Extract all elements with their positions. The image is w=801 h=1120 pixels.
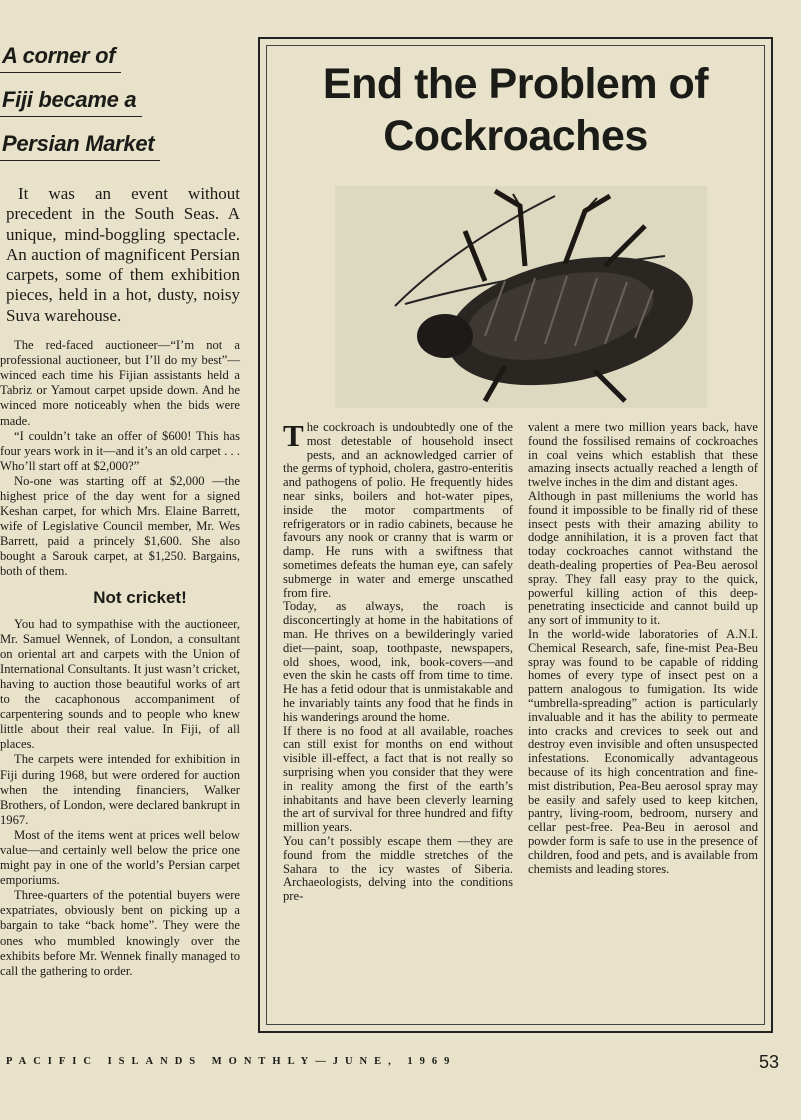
column-paragraph: [283, 418, 513, 600]
column-paragraph: Although in past milleniums the world has found it impossible to be finally rid of these insect pests with their amazing ability to dodge annihilation, it is a proven fact that today cockroaches cannot withstand the death-dealing properties of Pea-Beu aerosol spray. They fall easy pray to the quick, powerful killing action of this deep-penetrating insecticide and cannot build up any sort of immunity to it.: [528, 488, 758, 628]
body-paragraph: “I couldn’t take an offer of $600! This has four years work in it—and it’s an old carpet . . . Who’ll start off at $2,000?”: [0, 428, 240, 473]
column-paragraph: If there is no food at all available, roaches can still exist for months on end without visible ill-effect, a fact that is not really so surprising when you consider that they were in reality among the first of the earth’s inhabitants and have been cleverly learning the art of survival for three hundred and fifty million years.: [283, 723, 513, 835]
box-inner-border: [266, 45, 765, 1025]
column-paragraph: In the world-wide laboratories of A.N.I. Chemical Research, safe, fine-mist Pea-Beu spray was found to be capable of ridding homes of every type of insect pest on a pattern analogous to fumigation. Its wide “umbrella-spreading” action is particularly invaluable and it has the ability to permeate into cracks and crevices to seek out and destroy even invisible and often unsuspected infestations. Economically advantageous because of its high concentration and fine-mist distribution, Pea-Beu aerosol spray may be easily and safely used to keep kitchen, pantry, living-room, bedroom, nursery and cellar pest-free. Pea-Beu in aerosol and powder form is safe to use in the presence of children, food and pets, and is available from chemists and leading stores.: [528, 626, 758, 876]
body-paragraph: Three-quarters of the potential buyers were expatriates, obviously bent on picking up a bargain to take “back home”. They were the ones who mumbled knowingly over the exhibits before Mr. Wennek finally managed to call the gathering to order.: [0, 888, 240, 978]
kicker-line: A corner of: [0, 42, 121, 73]
headline-line: End the Problem of: [322, 60, 709, 108]
body-paragraph: The carpets were intended for exhibition in Fiji during 1968, but were ordered for auction when the intending financiers, Walker Brothers, of London, were declared bankrupt in 1967.: [0, 752, 240, 827]
drop-cap: T: [283, 418, 304, 453]
page-number: 53: [758, 1052, 779, 1072]
kicker-line: Fiji became a: [0, 86, 142, 117]
advertorial-box: [258, 37, 773, 1033]
body-paragraph: The red-faced auctioneer—“I’m not a professional auctioneer, but I’ll do my best”—winced each time his Fijian assistants held a Tabriz or Yamout carpet upside down. And he winced more noticeably when the bids were made.: [0, 338, 240, 428]
lede-paragraph: It was an event without precedent in the South Seas. A unique, mind-boggling spectacle. An auction of magnificent Persian carpets, some of them exhibition pieces, held in a hot, dusty, noisy Suva warehouse.: [6, 184, 240, 325]
article-kicker: [0, 38, 250, 170]
paragraph-text: he cockroach is undoubtedly one of the most detestable of household insect pests, and an acknowledged carrier of the germs of typhoid, cholera, gastro-enteritis and pathogens of polio. He frequently hides near sinks, boilers and hot-water pipes, inside the motor compartments of refrigerators or in radio cabinets, because he favours any nook or cranny that is warm or damp. He runs with a swiftness that sometimes defeats the human eye, can safely submerge in water and emerge unscathed from fire.: [283, 420, 513, 600]
body-paragraph: No-one was starting off at $2,000 —the highest price of the day went for a signed Keshan carpet, for which Mrs. Elaine Barrett, wife of Legislative Council member, Mr. Wes Barrett, paid a princely $1,600. She also bought a Sarouk carpet, at $1,250. Bargains, both of them.: [0, 473, 240, 579]
column-paragraph: You can’t possibly escape them —they are found from the middle stretches of the Sahara to the icy wastes of Siberia. Archaeologists, delving into the conditions pre-: [283, 833, 513, 904]
kicker-line: Persian Market: [0, 130, 160, 161]
subheading: Not cricket!: [93, 587, 187, 607]
cockroach-illustration: [335, 186, 707, 408]
headline-line: Cockroaches: [383, 112, 648, 160]
cockroach-photo: [335, 186, 707, 408]
left-article: [0, 38, 250, 979]
article-column-2: [528, 421, 758, 876]
column-paragraph: Today, as always, the roach is disconcertingly at home in the habitations of man. He thrives on a bewilderingly varied diet—paint, soap, toothpaste, newspapers, old shoes, wood, ink, book-covers—and even the skin he casts off from time to time. He has a fetid odour that is unmistakable and he invariably taints any food that he finds in his wanderings around the home.: [283, 599, 513, 724]
body-paragraph: You had to sympathise with the auctioneer, Mr. Samuel Wennek, of London, a consultant on oriental art and carpets with the Union of International Consultants. It just wasn’t cricket, having to auction those beautiful works of art to the cacaphonous accompaniment of carpentering sounds and to people who knew little about their real value. In Fiji, of all places.: [0, 616, 240, 752]
publication-footer: PACIFIC ISLANDS MONTHLY—JUNE, 1969: [6, 1056, 457, 1067]
article-column-1: [283, 418, 513, 904]
headline: [267, 58, 764, 162]
column-paragraph: valent a mere two million years back, have found the fossilised remains of cockroaches in coal veins which establish that these amazing insects actually reached a length of twelve inches in the dim and distant ages.: [528, 420, 758, 490]
body-paragraph: Most of the items went at prices well below value—and certainly well below the price one might pay in one of the world’s Persian carpet emporiums.: [0, 827, 240, 888]
